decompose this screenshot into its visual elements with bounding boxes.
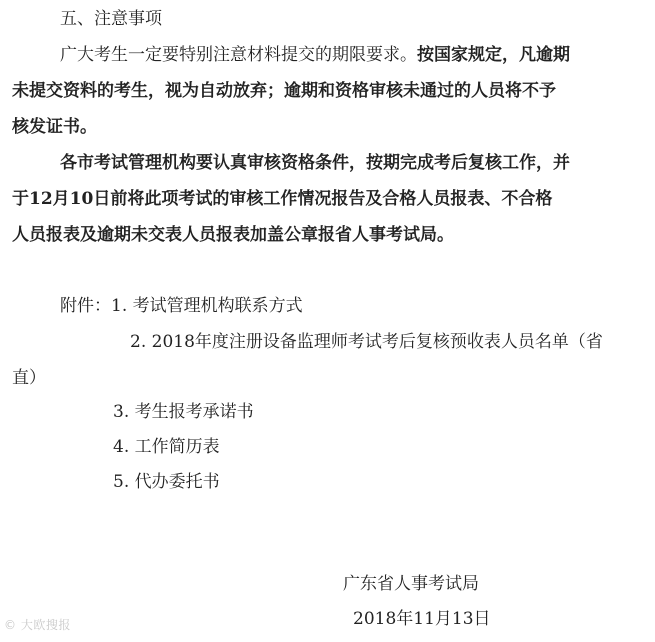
para2-line3: 人员报表及逾期未交表人员报表加盖公章报省人事考试局。 <box>12 225 454 245</box>
attachment-item-1: 1. 考试管理机构联系方式 <box>111 296 303 316</box>
para1-lead: 广大考生一定要特别注意材料提交的期限要求。 <box>60 45 417 65</box>
para1-line3: 核发证书。 <box>12 117 97 137</box>
para2-line1: 各市考试管理机构要认真审核资格条件，按期完成考后复核工作，并 <box>60 153 570 173</box>
attachments-line1 <box>60 294 303 318</box>
watermark-icon: © <box>4 618 17 632</box>
section-heading: 五、注意事项 <box>60 9 162 29</box>
attachment-item-2-wrap: 直） <box>12 368 46 388</box>
para1-bold-1: 按国家规定，凡逾期 <box>417 45 570 65</box>
issue-date: 2018年11月13日 <box>353 609 491 629</box>
para2-line2: 于12月10日前将此项考试的审核工作情况报告及合格人员报表、不合格 <box>12 189 553 209</box>
issuing-organization: 广东省人事考试局 <box>343 574 479 594</box>
para1-line1 <box>60 43 570 67</box>
attachment-item-4: 4. 工作简历表 <box>113 437 220 457</box>
watermark-logo <box>4 616 71 633</box>
attachments-label: 附件： <box>60 296 111 316</box>
attachment-item-2: 2. 2018年度注册设备监理师考试考后复核预收表人员名单（省 <box>130 332 603 352</box>
attachment-item-5: 5. 代办委托书 <box>113 472 220 492</box>
attachment-item-3: 3. 考生报考承诺书 <box>113 402 254 422</box>
watermark-text: 大欧搜报 <box>20 618 71 632</box>
para1-line2: 未提交资料的考生，视为自动放弃；逾期和资格审核未通过的人员将不予 <box>12 81 556 101</box>
